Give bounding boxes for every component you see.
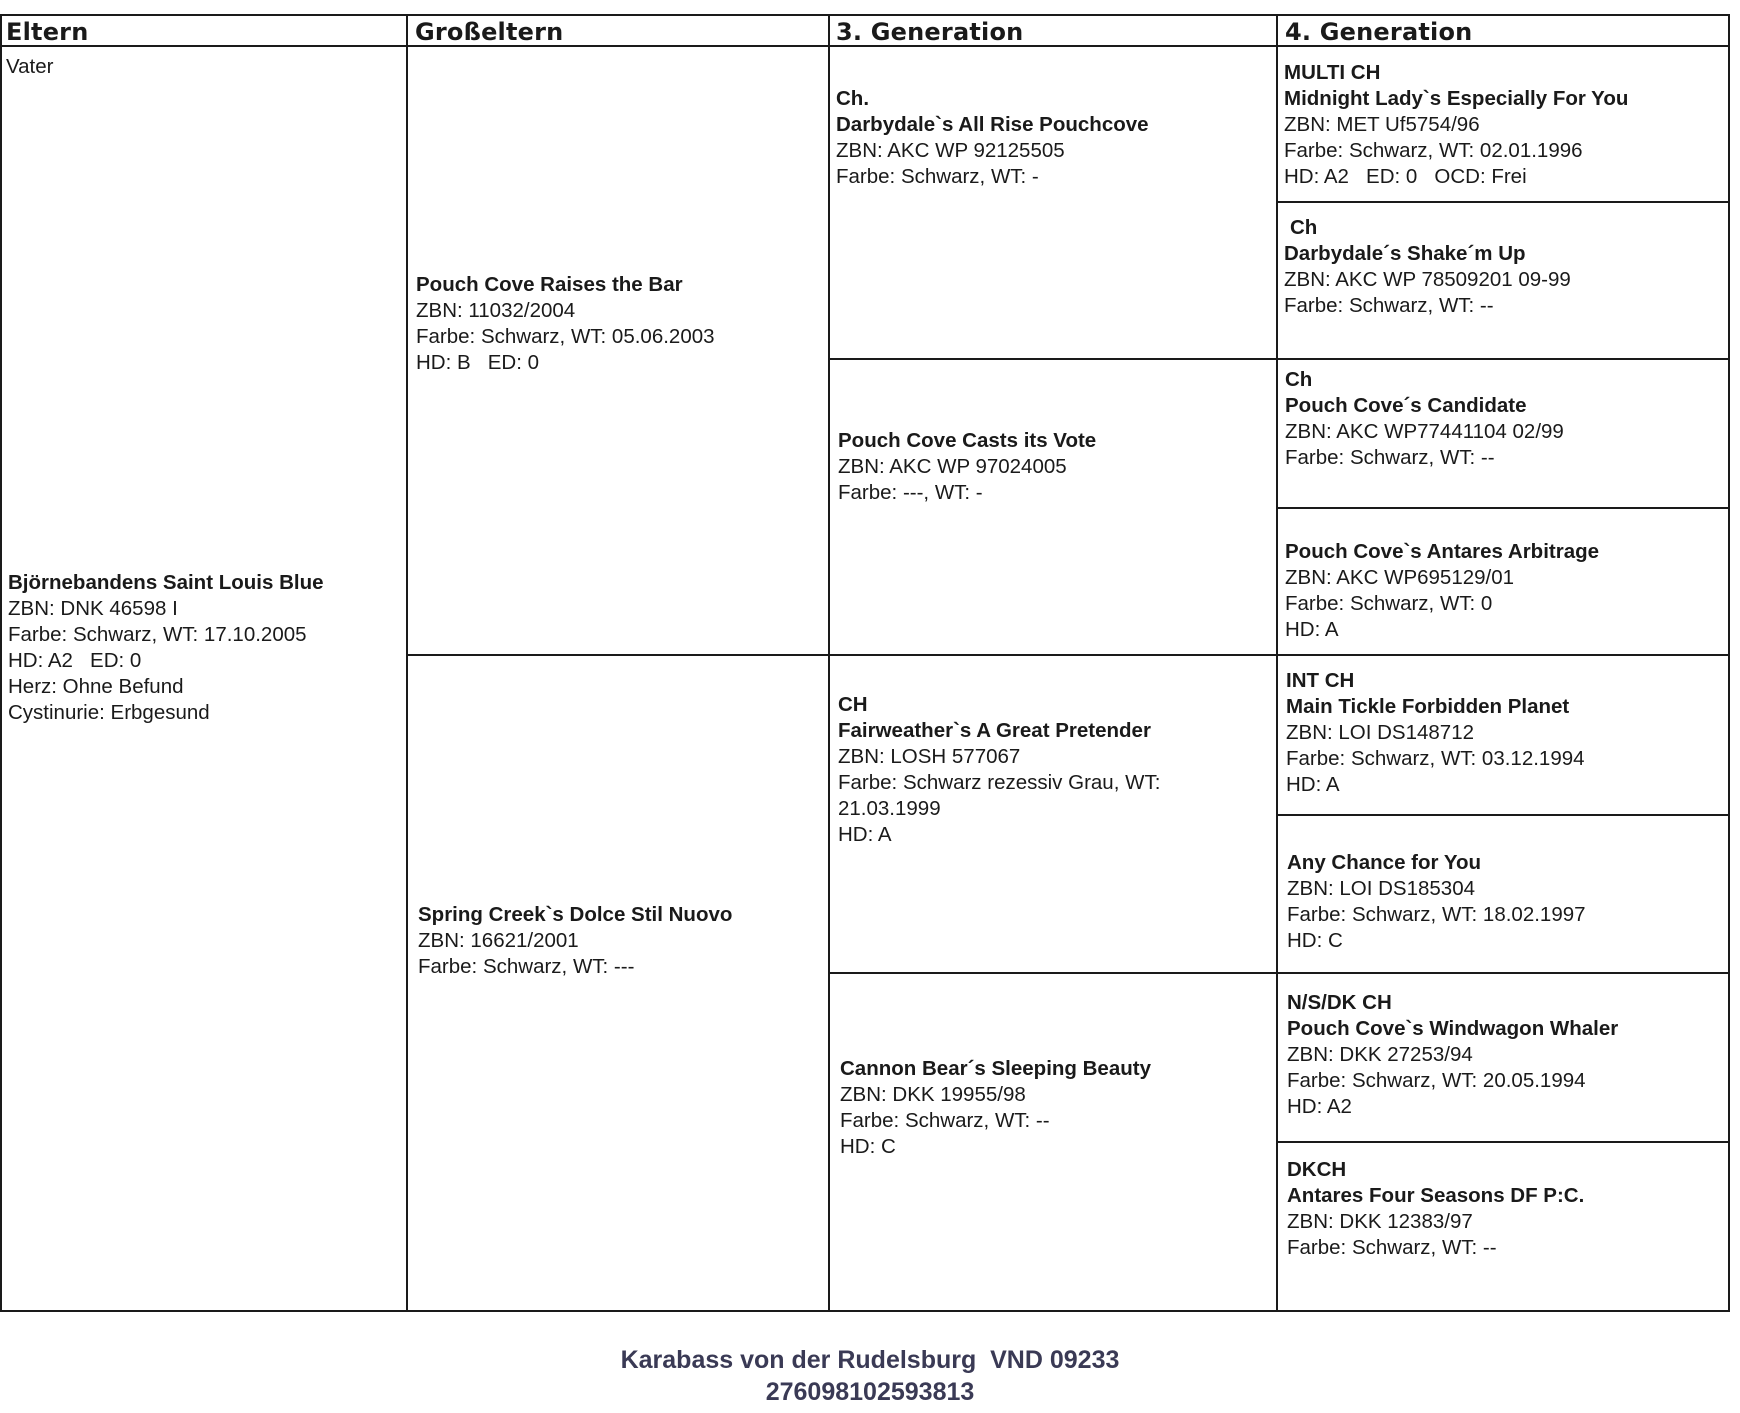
gen4-entry — [1284, 60, 1628, 190]
gen4-entry — [1285, 539, 1599, 643]
grandparent-entry — [418, 902, 732, 980]
dog-name: Björnebandens Saint Louis Blue — [8, 571, 324, 594]
dog-name: Fairweather`s A Great Pretender — [838, 719, 1151, 742]
farbe: Farbe: Schwarz, WT: 18.02.1997 — [1287, 903, 1586, 926]
gen4-entry — [1287, 1157, 1584, 1261]
farbe: Farbe: Schwarz, WT: -- — [1284, 294, 1494, 317]
farbe: Farbe: Schwarz, WT: -- — [1287, 1236, 1497, 1259]
dog-name: Spring Creek`s Dolce Stil Nuovo — [418, 903, 733, 926]
zbn: ZBN: AKC WP 92125505 — [836, 139, 1065, 162]
zbn: ZBN: DNK 46598 I — [8, 597, 178, 620]
zbn: ZBN: 16621/2001 — [418, 929, 579, 952]
dog-name: Main Tickle Forbidden Planet — [1286, 695, 1570, 718]
farbe: Farbe: Schwarz, WT: 17.10.2005 — [8, 623, 307, 646]
dog-title: Ch — [1285, 368, 1313, 391]
dog-name: Pouch Cove Raises the Bar — [416, 273, 683, 296]
zbn: ZBN: AKC WP 97024005 — [838, 455, 1067, 478]
dog-title: N/S/DK CH — [1287, 991, 1392, 1014]
row-divider — [828, 654, 1278, 656]
dog-identity-footer — [0, 1344, 1740, 1408]
zbn: ZBN: DKK 12383/97 — [1287, 1210, 1473, 1233]
column-divider — [406, 14, 408, 1312]
gen4-entry — [1284, 215, 1571, 319]
dog-name: Pouch Cove`s Windwagon Whaler — [1287, 1017, 1619, 1040]
farbe: Farbe: Schwarz, WT: 20.05.1994 — [1287, 1069, 1586, 1092]
hd: HD: A — [1285, 618, 1339, 641]
zbn: ZBN: LOI DS185304 — [1287, 877, 1476, 900]
column-divider — [1276, 14, 1278, 1312]
farbe: Farbe: Schwarz, WT: --- — [418, 955, 635, 978]
row-divider — [828, 358, 1278, 360]
gen3-entry — [840, 1056, 1151, 1160]
hd: HD: C — [840, 1135, 896, 1158]
row-divider — [1276, 814, 1730, 816]
dog-title: Ch. — [836, 87, 870, 110]
dog-name: Darbydale`s All Rise Pouchcove — [836, 113, 1149, 136]
farbe: Farbe: Schwarz, WT: 02.01.1996 — [1284, 139, 1583, 162]
row-divider — [828, 972, 1278, 974]
gen3-entry — [838, 692, 1258, 848]
gen4-entry — [1287, 990, 1618, 1120]
gen4-entry — [1285, 367, 1564, 471]
dog-name: Pouch Cove Casts its Vote — [838, 429, 1097, 452]
farbe: Farbe: ---, WT: - — [838, 481, 983, 504]
farbe: Farbe: Schwarz rezessiv Grau, WT: 21.03.1999 — [838, 771, 1161, 820]
farbe: Farbe: Schwarz, WT: -- — [1285, 446, 1495, 469]
row-divider — [1276, 972, 1730, 974]
bottom-border — [0, 1310, 1730, 1312]
header-gen4: 4. Generation — [1285, 18, 1473, 46]
dog-name: Antares Four Seasons DF P:C. — [1287, 1184, 1585, 1207]
zbn: ZBN: AKC WP695129/01 — [1285, 566, 1515, 589]
hd: HD: A — [838, 823, 892, 846]
farbe: Farbe: Schwarz, WT: 03.12.1994 — [1286, 747, 1585, 770]
dog-name: Cannon Bear´s Sleeping Beauty — [840, 1057, 1151, 1080]
gen4-entry — [1286, 668, 1585, 798]
header-eltern: Eltern — [6, 18, 89, 46]
zbn: ZBN: LOSH 577067 — [838, 745, 1021, 768]
header-gen3: 3. Generation — [836, 18, 1024, 46]
footer-dog-name: Karabass von der Rudelsburg VND 09233 — [620, 1346, 1120, 1374]
grandparent-entry — [416, 272, 715, 376]
dog-name: Any Chance for You — [1287, 851, 1482, 874]
dog-name: Midnight Lady`s Especially For You — [1284, 87, 1629, 110]
zbn: ZBN: MET Uf5754/96 — [1284, 113, 1480, 136]
dog-title: CH — [838, 693, 868, 716]
gen3-entry — [838, 428, 1096, 506]
herz: Herz: Ohne Befund — [8, 675, 184, 698]
dog-title: Ch — [1290, 216, 1318, 239]
row-divider — [1276, 358, 1730, 360]
gen3-entry — [836, 86, 1149, 190]
dog-title: DKCH — [1287, 1158, 1347, 1181]
header-grosseltern: Großeltern — [415, 18, 564, 46]
zbn: ZBN: LOI DS148712 — [1286, 721, 1475, 744]
footer-chip-number: 276098102593813 — [765, 1378, 975, 1406]
farbe: Farbe: Schwarz, WT: -- — [840, 1109, 1050, 1132]
farbe: Farbe: Schwarz, WT: 05.06.2003 — [416, 325, 715, 348]
farbe: Farbe: Schwarz, WT: 0 — [1285, 592, 1493, 615]
zbn: ZBN: AKC WP 78509201 09-99 — [1284, 268, 1571, 291]
dog-title: INT CH — [1286, 669, 1355, 692]
farbe: Farbe: Schwarz, WT: - — [836, 165, 1039, 188]
gen4-entry — [1287, 850, 1586, 954]
hd: HD: C — [1287, 929, 1343, 952]
zbn: ZBN: DKK 19955/98 — [840, 1083, 1026, 1106]
zbn: ZBN: AKC WP77441104 02/99 — [1285, 420, 1564, 443]
row-divider — [1276, 654, 1730, 656]
dog-name: Pouch Cove`s Antares Arbitrage — [1285, 540, 1600, 563]
row-divider — [1276, 201, 1730, 203]
column-divider — [0, 14, 2, 1312]
hd: HD: A2 ED: 0 — [8, 649, 142, 672]
row-divider — [1276, 1141, 1730, 1143]
cystinurie: Cystinurie: Erbgesund — [8, 701, 210, 724]
zbn: ZBN: 11032/2004 — [416, 299, 576, 322]
vater-label: Vater — [6, 55, 54, 78]
hd: HD: A — [1286, 773, 1340, 796]
parent-entry — [8, 570, 324, 726]
column-divider — [1728, 14, 1730, 1312]
top-border — [0, 14, 1730, 16]
dog-name: Pouch Cove´s Candidate — [1285, 394, 1527, 417]
dog-name: Darbydale´s Shake´m Up — [1284, 242, 1526, 265]
column-divider — [828, 14, 830, 1312]
hd: HD: A2 — [1287, 1095, 1352, 1118]
zbn: ZBN: DKK 27253/94 — [1287, 1043, 1473, 1066]
row-divider — [406, 654, 830, 656]
hd: HD: A2 ED: 0 OCD: Frei — [1284, 165, 1527, 188]
dog-title: MULTI CH — [1284, 61, 1381, 84]
row-divider — [1276, 507, 1730, 509]
hd: HD: B ED: 0 — [416, 351, 540, 374]
